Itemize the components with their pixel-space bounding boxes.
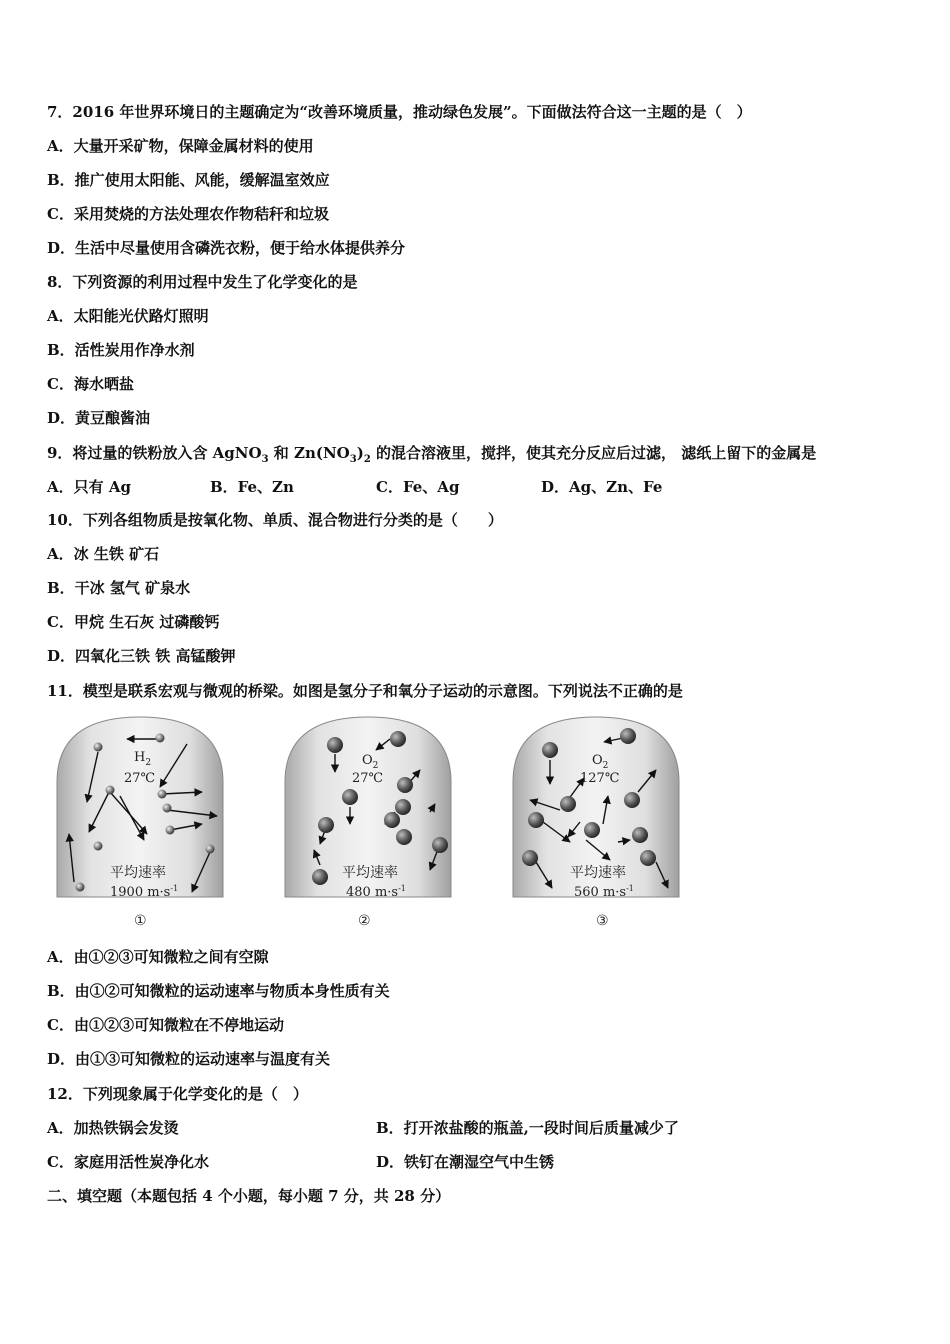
- q9-sub2: 3: [349, 454, 357, 465]
- panel-1-rate-label: 平均速率: [110, 865, 166, 881]
- q11-option-a: A．由①②③可知微粒之间有空隙: [47, 948, 269, 966]
- q9-stem-pre: 9．将过量的铁粉放入含 AgNO: [47, 444, 262, 462]
- panel-3-rate-label: 平均速率: [570, 865, 626, 881]
- q7-option-d: D．生活中尽量使用含磷洗衣粉，便于给水体提供养分: [47, 239, 406, 257]
- q12-option-d: D．铁钉在潮湿空气中生锈: [376, 1153, 555, 1171]
- panel-2-rate-label: 平均速率: [342, 865, 398, 881]
- q9-option-a: A．只有 Ag: [47, 478, 131, 496]
- panel-2-rate: 480 $m\cdot s^{-1}$: [346, 884, 406, 900]
- panel-2-gas: $O_2$: [362, 753, 379, 771]
- q9-option-d: D．Ag、Zn、Fe: [541, 478, 663, 496]
- panel-3-rate: 560 $m\cdot s^{-1}$: [574, 884, 634, 900]
- q12-stem: 12．下列现象属于化学变化的是（ ）: [47, 1085, 308, 1103]
- panel-2-o2: [285, 717, 451, 929]
- q11-stem: 11．模型是联系宏观与微观的桥梁。如图是氢分子和氧分子运动的示意图。下列说法不正确的是: [47, 682, 683, 700]
- q7-stem: 7．2016 年世界环境日的主题确定为“改善环境质量，推动绿色发展”。下面做法符合这一主题的是（ ）: [47, 103, 752, 121]
- molecule-motion-svg: [52, 712, 692, 942]
- panel-3-temp: 127℃: [580, 771, 620, 786]
- panel-1-number: ①: [134, 913, 147, 929]
- q9-stem: [47, 443, 816, 470]
- q12-option-a: A．加热铁锅会发烫: [47, 1119, 179, 1137]
- q12-option-c: C．家庭用活性炭净化水: [47, 1153, 209, 1171]
- q11-option-c: C．由①②③可知微粒在不停地运动: [47, 1016, 284, 1034]
- q9-option-c: C．Fe、Ag: [376, 478, 460, 496]
- q10-stem: 10．下列各组物质是按氧化物、单质、混合物进行分类的是（ ）: [47, 511, 503, 529]
- q9-stem-mid: 和 Zn(NO: [268, 444, 350, 462]
- q8-option-a: A．太阳能光伏路灯照明: [47, 307, 209, 325]
- q10-option-d: D．四氧化三铁 铁 高锰酸钾: [47, 647, 236, 665]
- q11-option-d: D．由①③可知微粒的运动速率与温度有关: [47, 1050, 331, 1068]
- q10-option-b: B．干冰 氢气 矿泉水: [47, 579, 191, 597]
- panel-1-gas: $H_2$: [134, 750, 152, 768]
- q10-option-a: A．冰 生铁 矿石: [47, 545, 160, 563]
- panel-3-number: ③: [596, 913, 609, 929]
- q9-sub1: 3: [261, 454, 269, 465]
- q9-option-b: B．Fe、Zn: [210, 478, 294, 496]
- q9-stem-post: 的混合溶液里，搅拌，使其充分反应后过滤， 滤纸上留下的金属是: [370, 444, 817, 462]
- panel-3-o2: [513, 717, 679, 929]
- molecule-motion-figure: [52, 712, 692, 942]
- q12-option-b: B．打开浓盐酸的瓶盖,一段时间后质量减少了: [376, 1119, 679, 1137]
- q7-option-a: A．大量开采矿物，保障金属材料的使用: [47, 137, 314, 155]
- panel-2-number: ②: [358, 913, 371, 929]
- q10-option-c: C．甲烷 生石灰 过磷酸钙: [47, 613, 220, 631]
- q8-option-b: B．活性炭用作净水剂: [47, 341, 195, 359]
- q8-stem: 8．下列资源的利用过程中发生了化学变化的是: [47, 273, 358, 291]
- q9-sub3: 2: [363, 454, 371, 465]
- panel-1-rate: 1900 $m\cdot s^{-1}$: [110, 884, 179, 900]
- q7-option-c: C．采用焚烧的方法处理农作物秸秆和垃圾: [47, 205, 329, 223]
- panel-2-temp: 27℃: [352, 771, 384, 786]
- q8-option-c: C．海水晒盐: [47, 375, 134, 393]
- q8-option-d: D．黄豆酿酱油: [47, 409, 151, 427]
- q11-option-b: B．由①②可知微粒的运动速率与物质本身性质有关: [47, 982, 390, 1000]
- panel-3-gas: $O_2$: [592, 753, 609, 771]
- panel-1-h2: [57, 717, 223, 929]
- section-2-heading: 二、填空题（本题包括 4 个小题，每小题 7 分，共 28 分）: [47, 1187, 451, 1205]
- panel-1-temp: 27℃: [124, 771, 156, 786]
- q7-option-b: B．推广使用太阳能、风能，缓解温室效应: [47, 171, 330, 189]
- q9-stem-mid2: ): [356, 444, 364, 462]
